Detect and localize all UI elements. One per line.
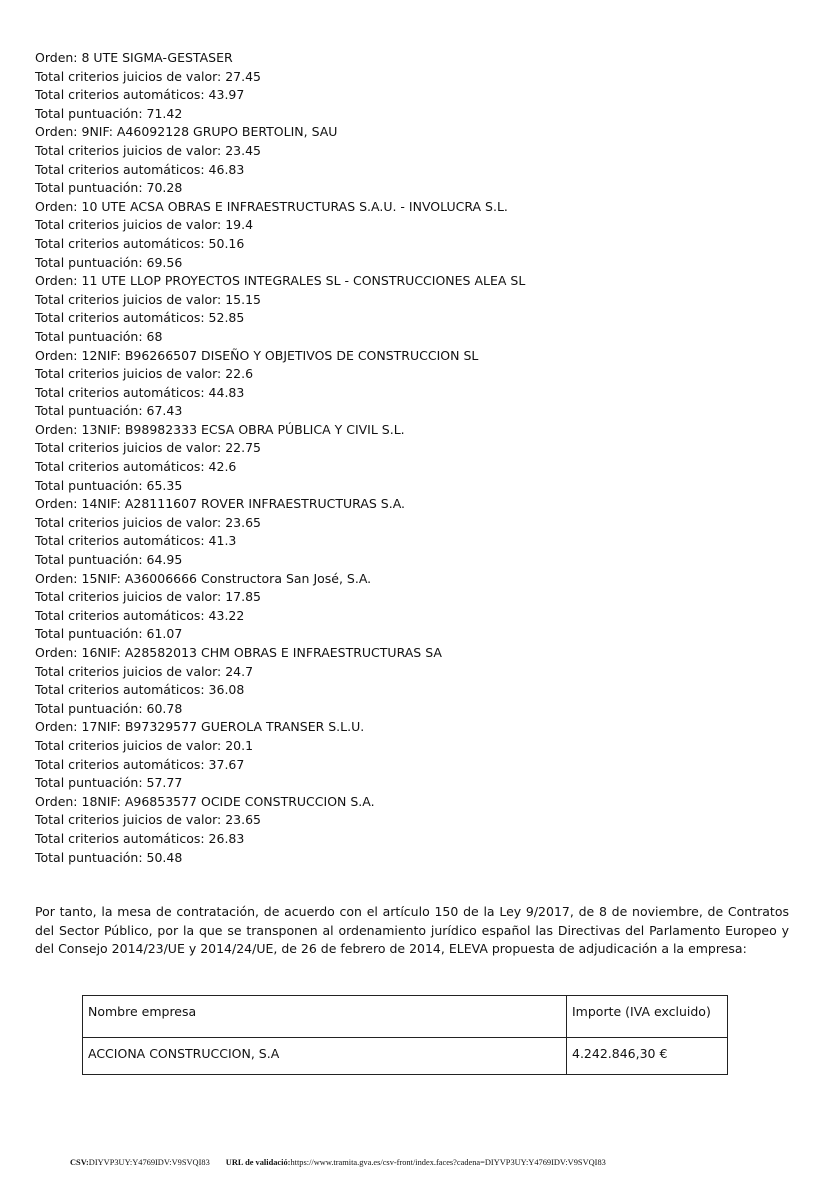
score-line: Total criterios juicios de valor: 22.75: [35, 440, 262, 456]
validation-footer: [70, 1158, 606, 1167]
score-line: Total puntuación: 50.48: [35, 849, 183, 865]
bidder-line: Orden: 12NIF: B96266507 DISEÑO Y OBJETIVOS DE CONSTRUCCION SL: [35, 347, 479, 363]
score-line: Total criterios juicios de valor: 23.45: [35, 142, 262, 158]
score-line: Total puntuación: 64.95: [35, 552, 183, 568]
score-line: Total criterios juicios de valor: 23.65: [35, 812, 262, 828]
bidder-line: Orden: 16NIF: A28582013 CHM OBRAS E INFRAESTRUCTURAS SA: [35, 645, 442, 660]
score-line: Total criterios automáticos: 42.6: [35, 459, 237, 475]
url-label: URL de validació:: [225, 1158, 291, 1167]
score-line: Total puntuación: 65.35: [35, 477, 183, 493]
score-line: Total criterios juicios de valor: 20.1: [35, 737, 254, 753]
validation-url[interactable]: https://www.tramita.gva.es/csv-front/index.faces?cadena=DIYVP3UY:Y4769IDV:V9SVQI83: [290, 1158, 606, 1167]
score-line: Total criterios automáticos: 50.16: [35, 235, 245, 251]
award-table: [82, 995, 728, 1075]
score-line: Total criterios juicios de valor: 24.7: [35, 663, 254, 679]
cell-amount: 4.242.846,30 €: [567, 1038, 728, 1075]
score-line: Total criterios juicios de valor: 27.45: [35, 68, 262, 84]
bidder-line: Orden: 13NIF: B98982333 ECSA OBRA PÚBLICA Y CIVIL S.L.: [35, 421, 405, 437]
header-company-name: Nombre empresa: [83, 996, 567, 1038]
score-line: Total puntuación: 57.77: [35, 775, 183, 791]
score-line: Total criterios automáticos: 52.85: [35, 310, 245, 326]
bidder-line: Orden: 9NIF: A46092128 GRUPO BERTOLIN, SAU: [35, 124, 338, 140]
bidder-line: Orden: 14NIF: A28111607 ROVER INFRAESTRUCTURAS S.A.: [35, 496, 406, 512]
cell-company-name: ACCIONA CONSTRUCCION, S.A: [83, 1038, 567, 1075]
table-header-row: [83, 996, 728, 1038]
csv-value: DIYVP3UY:Y4769IDV:V9SVQI83: [88, 1158, 210, 1167]
score-line: Total puntuación: 69.56: [35, 254, 183, 270]
score-line: Total criterios juicios de valor: 22.6: [35, 366, 254, 382]
score-line: Total criterios juicios de valor: 19.4: [35, 217, 254, 233]
score-line: Total criterios juicios de valor: 15.15: [35, 291, 262, 307]
score-line: Total puntuación: 67.43: [35, 403, 183, 419]
score-line: Total puntuación: 68: [35, 328, 163, 344]
table-row: [83, 1038, 728, 1075]
score-line: Total puntuación: 70.28: [35, 180, 183, 196]
bidder-line: Orden: 8 UTE SIGMA-GESTASER: [35, 50, 233, 65]
score-line: Total criterios automáticos: 26.83: [35, 830, 245, 846]
bidder-line: Orden: 10 UTE ACSA OBRAS E INFRAESTRUCTURAS S.A.U. - INVOLUCRA S.L.: [35, 198, 508, 214]
csv-label: CSV:: [70, 1158, 89, 1167]
award-proposal-paragraph: Por tanto, la mesa de contratación, de acuerdo con el artículo 150 de la Ley 9/2017, de 8 de noviembre, de Contratos del Sector Público, por la que se transponen al ordenamiento jurídico español las Directivas del Parlamento Europeo y del Consejo 2014/23/UE y 2014/24/UE, de 26 de febrero de 2014, ELEVA propuesta de adjudicación a la empresa:: [35, 904, 789, 957]
score-line: Total criterios automáticos: 37.67: [35, 756, 245, 772]
score-line: Total criterios juicios de valor: 23.65: [35, 514, 262, 530]
bidder-line: Orden: 18NIF: A96853577 OCIDE CONSTRUCCION S.A.: [35, 793, 375, 809]
bidder-line: Orden: 11 UTE LLOP PROYECTOS INTEGRALES SL - CONSTRUCCIONES ALEA SL: [35, 273, 526, 289]
header-amount: Importe (IVA excluido): [567, 996, 728, 1038]
score-line: Total criterios automáticos: 36.08: [35, 682, 245, 698]
score-line: Total criterios juicios de valor: 17.85: [35, 589, 262, 605]
score-line: Total puntuación: 60.78: [35, 700, 183, 716]
score-line: Total criterios automáticos: 41.3: [35, 533, 237, 549]
score-line: Total puntuación: 61.07: [35, 626, 183, 642]
bidder-line: Orden: 15NIF: A36006666 Constructora San José, S.A.: [35, 570, 372, 586]
score-line: Total criterios automáticos: 44.83: [35, 384, 245, 400]
score-line: Total criterios automáticos: 46.83: [35, 161, 245, 177]
score-line: Total criterios automáticos: 43.97: [35, 87, 245, 103]
bidder-line: Orden: 17NIF: B97329577 GUEROLA TRANSER S.L.U.: [35, 719, 365, 735]
scores-list: [35, 49, 795, 867]
score-line: Total puntuación: 71.42: [35, 105, 183, 121]
score-line: Total criterios automáticos: 43.22: [35, 607, 245, 623]
